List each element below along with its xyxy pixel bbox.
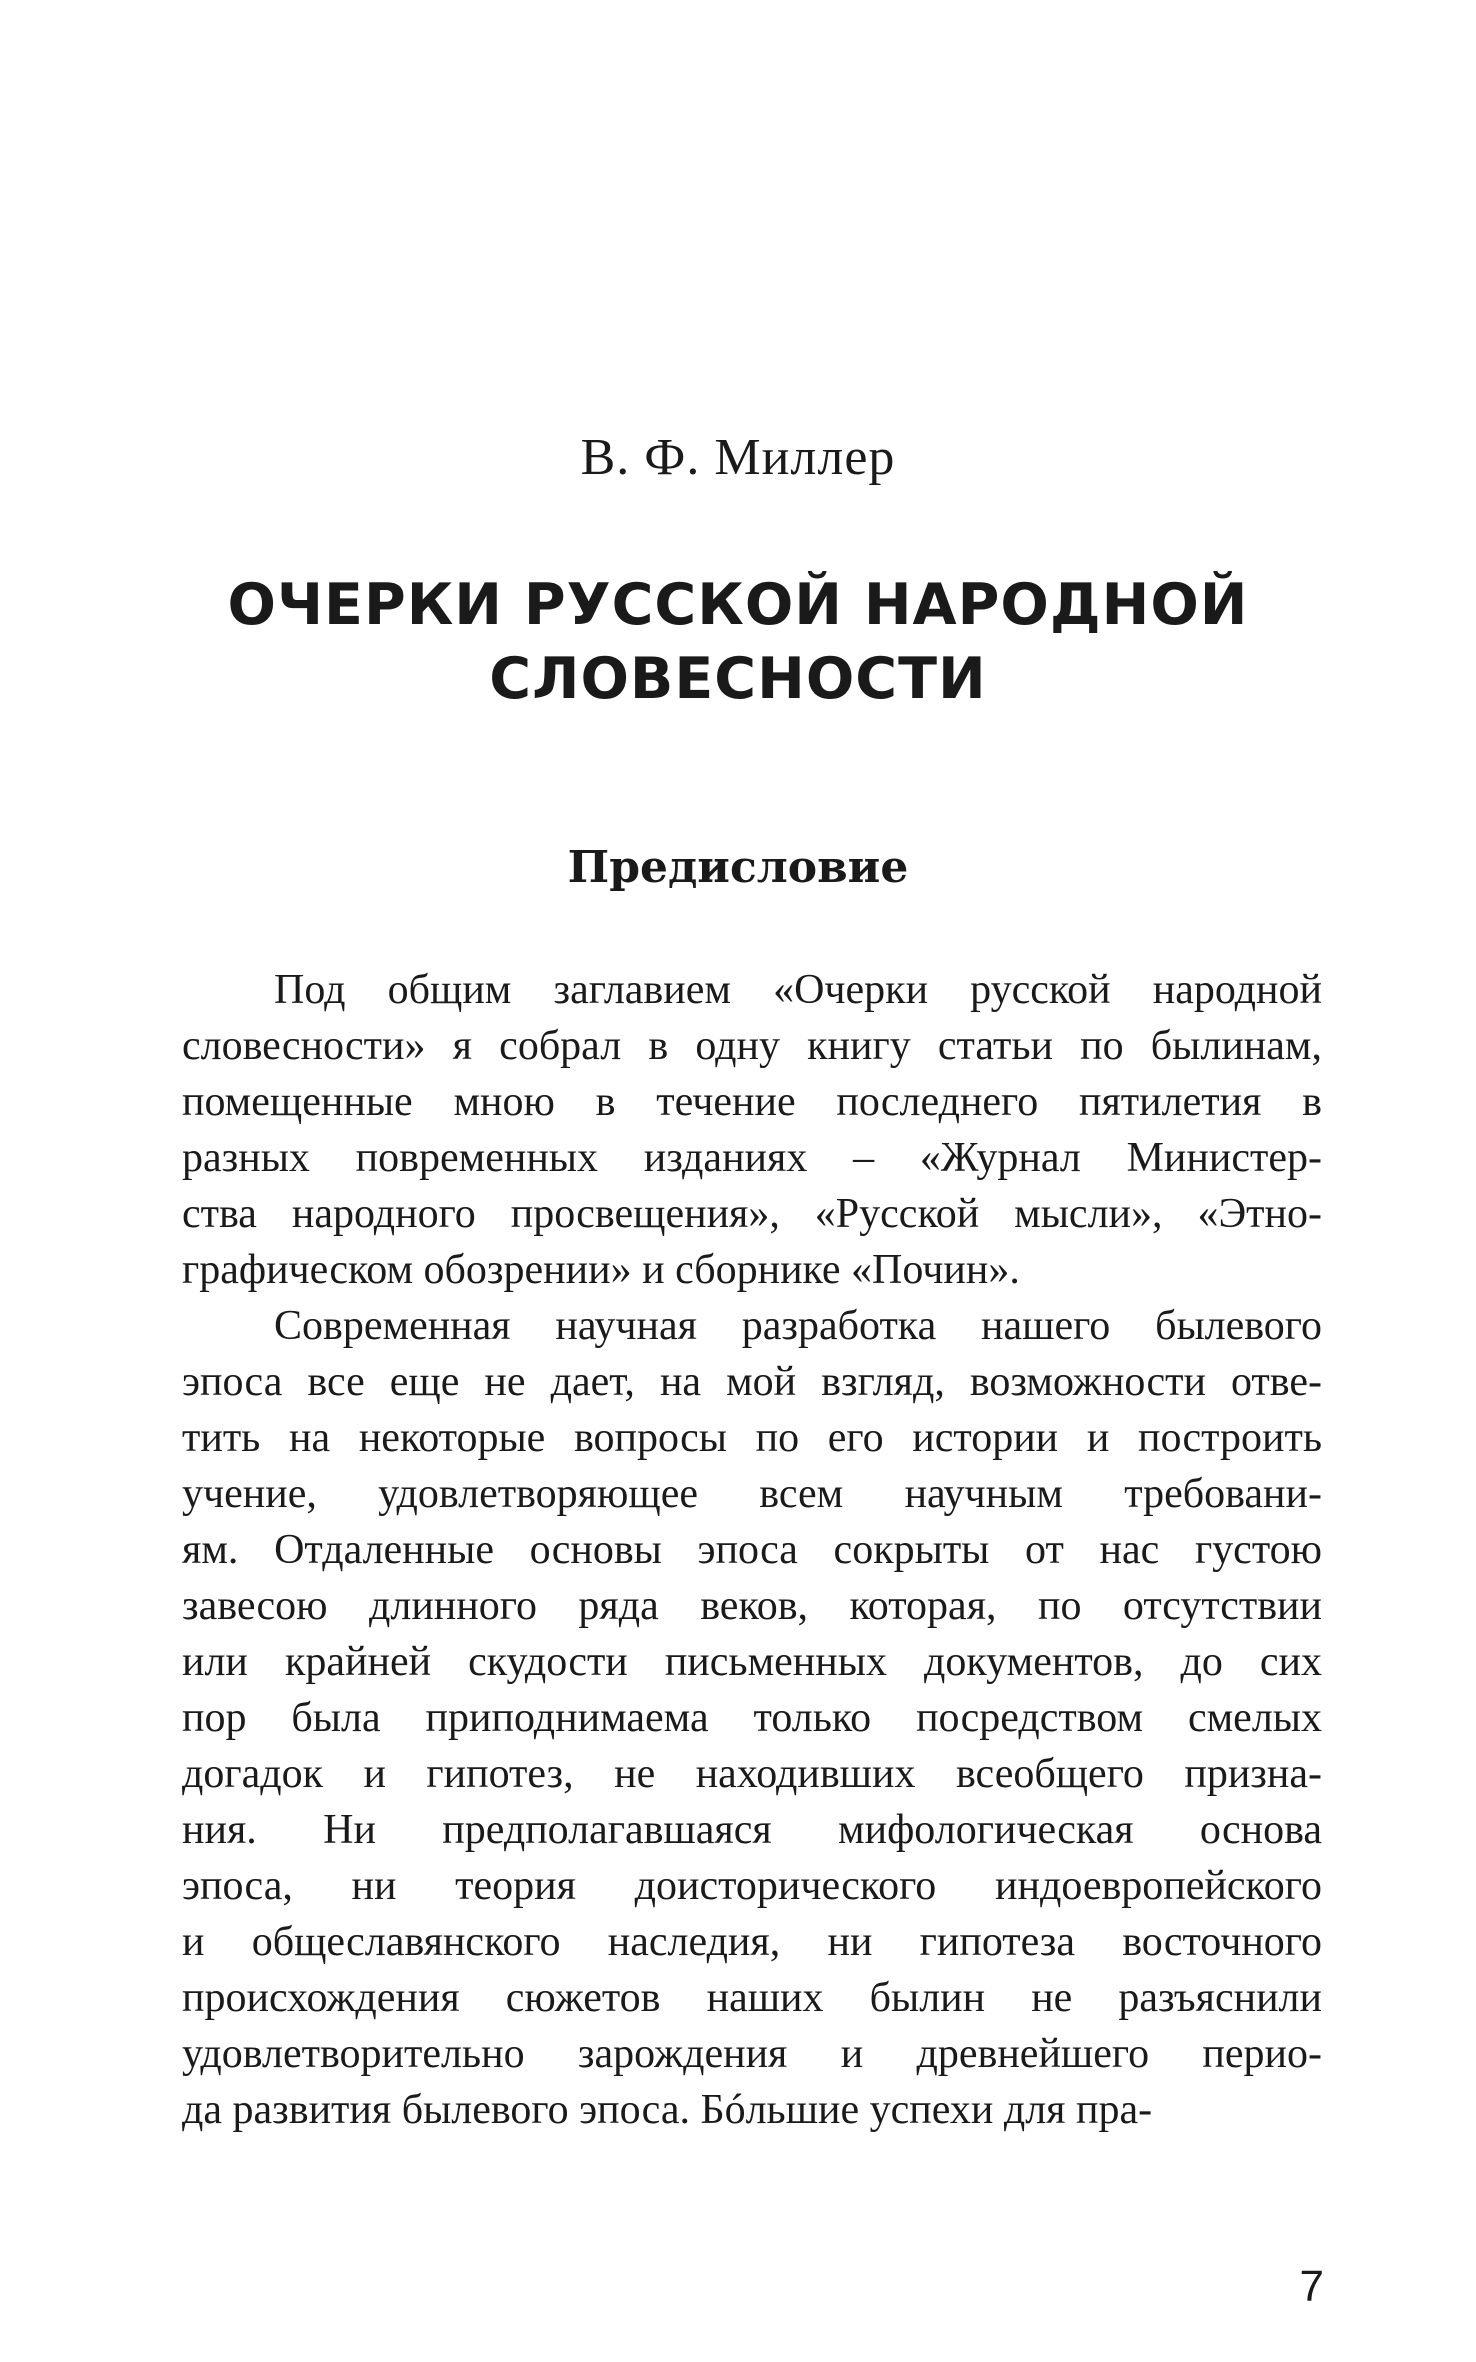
paragraph — [182, 962, 1322, 1298]
text-line: удовлетворительно зарождения и древнейшего перио- — [182, 2031, 1322, 2077]
text-line: ства народного просвещения», «Русской мысли», «Этно- — [182, 1191, 1322, 1237]
text-line: разных повременных изданиях – «Журнал Министер- — [182, 1135, 1322, 1181]
text-line: словесности» я собрал в одну книгу статьи по былинам, — [182, 1023, 1322, 1069]
text-line: догадок и гипотез, не находивших всеобщего призна- — [182, 1751, 1322, 1797]
page-number: 7 — [1299, 2262, 1324, 2311]
text-line: Под общим заглавием «Очерки русской народной — [274, 967, 1322, 1013]
author-name: В. Ф. Миллер — [580, 429, 896, 486]
section-title: Предисловие — [567, 842, 909, 893]
text-line: учение, удовлетворяющее всем научным требовани- — [182, 1471, 1322, 1517]
text-line: пор была приподнимаема только посредством смелых — [182, 1695, 1322, 1741]
text-line: завесою длинного ряда веков, которая, по отсутствии — [182, 1583, 1322, 1629]
text-line: ния. Ни предполагавшаяся мифологическая основа — [182, 1807, 1322, 1853]
text-line: эпоса все еще не дает, на мой взгляд, возможности отве- — [182, 1359, 1322, 1405]
paragraph — [182, 1298, 1322, 2138]
text-line: и общеславянского наследия, ни гипотеза восточного — [182, 1919, 1322, 1965]
book-title-line-1: ОЧЕРКИ РУССКОЙ НАРОДНОЙ — [227, 572, 1249, 638]
text-line: графическом обозрении» и сборнике «Почин». — [182, 1247, 1020, 1293]
text-line: или крайней скудости письменных документов, до сих — [182, 1639, 1322, 1685]
text-line: происхождения сюжетов наших былин не разъяснили — [182, 1975, 1322, 2021]
text-line: ям. Отдаленные основы эпоса сокрыты от нас густою — [182, 1527, 1322, 1573]
text-line: тить на некоторые вопросы по его истории и построить — [182, 1415, 1322, 1461]
body-text — [182, 962, 1322, 2138]
book-title-line-2: СЛОВЕСНОСТИ — [489, 646, 987, 712]
text-line: эпоса, ни теория доисторического индоевропейского — [182, 1863, 1322, 1909]
text-line: Современная научная разработка нашего былевого — [274, 1303, 1322, 1349]
text-line: помещенные мною в течение последнего пятилетия в — [182, 1079, 1322, 1125]
book-title — [0, 568, 1476, 716]
text-line: да развития былевого эпоса. Бóльшие успехи для пра- — [182, 2087, 1153, 2133]
